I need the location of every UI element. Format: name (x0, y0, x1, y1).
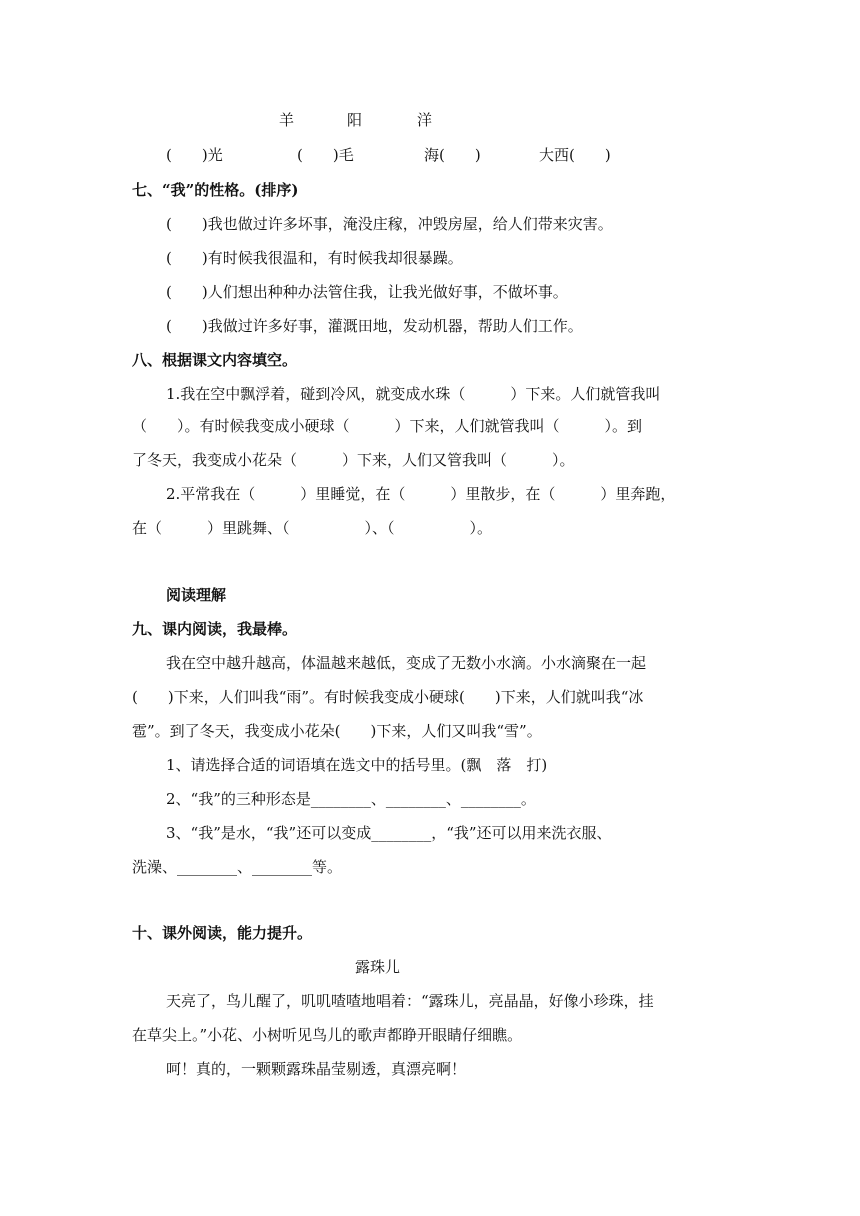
section-9-question: 1、请选择合适的词语填在选文中的括号里。(飘 落 打) (166, 756, 548, 774)
fill-item: 大西( ) (539, 146, 611, 164)
section-8-line: （ ）。有时候我变成小硬球（ ）下来，人们就管我叫（ ）。到 (132, 417, 643, 435)
section-8-line: 1.我在空中飘浮着，碰到冷风，就变成水珠（ ）下来。人们就管我叫 (166, 385, 661, 403)
section-7-item: ( )人们想出种种办法管住我，让我光做好事，不做坏事。 (166, 283, 568, 301)
char-yang-sun: 阳 (347, 111, 363, 129)
fill-item: ( )毛 (297, 146, 354, 164)
story-line: 天亮了，鸟儿醒了，叽叽喳喳地唱着：“露珠儿，亮晶晶，好像小珍珠，挂 (166, 992, 654, 1010)
section-9-question: 洗澡、________、________等。 (132, 858, 343, 876)
char-yang-ocean: 洋 (417, 111, 433, 129)
section-8-title: 八、根据课文内容填空。 (132, 351, 298, 369)
char-yang-sheep: 羊 (279, 111, 295, 129)
section-9-title: 九、课内阅读，我最棒。 (132, 620, 298, 638)
story-title: 露珠儿 (355, 958, 401, 976)
section-8-line: 2.平常我在（ ）里睡觉，在（ ）里散步，在（ ）里奔跑， (166, 485, 676, 503)
fill-item: ( )光 (166, 146, 223, 164)
section-9-line: ( )下来，人们叫我“雨”。有时候我变成小硬球( )下来，人们就叫我“冰 (132, 688, 644, 706)
section-9-question: 3、“我”是水，“我”还可以变成________，“我”还可以用来洗衣服、 (166, 824, 612, 842)
section-9-line: 雹”。到了冬天，我变成小花朵( )下来，人们又叫我“雪”。 (132, 722, 542, 740)
section-7-item: ( )我做过许多好事，灌溉田地，发动机器，帮助人们工作。 (166, 317, 583, 335)
fill-item: 海( ) (424, 146, 481, 164)
section-7-item: ( )我也做过许多坏事，淹没庄稼，冲毁房屋，给人们带来灾害。 (166, 215, 613, 233)
story-line: 在草尖上。”小花、小树听见鸟儿的歌声都睁开眼睛仔细瞧。 (132, 1026, 523, 1044)
section-8-line: 在（ ）里跳舞、（ ）、（ ）。 (132, 519, 493, 537)
section-9-question: 2、“我”的三种形态是________、________、________。 (166, 790, 536, 808)
section-9-line: 我在空中越升越高，体温越来越低，变成了无数小水滴。小水滴聚在一起 (166, 654, 647, 672)
story-line: 呵！真的，一颗颗露珠晶莹剔透，真漂亮啊！ (166, 1060, 467, 1078)
section-7-title: 七、“我”的性格。(排序) (132, 181, 299, 199)
section-7-item: ( )有时候我很温和，有时候我却很暴躁。 (166, 249, 463, 267)
section-8-line: 了冬天，我变成小花朵（ ）下来，人们又管我叫（ ）。 (132, 451, 575, 469)
reading-heading: 阅读理解 (166, 586, 227, 604)
section-10-title: 十、课外阅读，能力提升。 (132, 924, 313, 942)
